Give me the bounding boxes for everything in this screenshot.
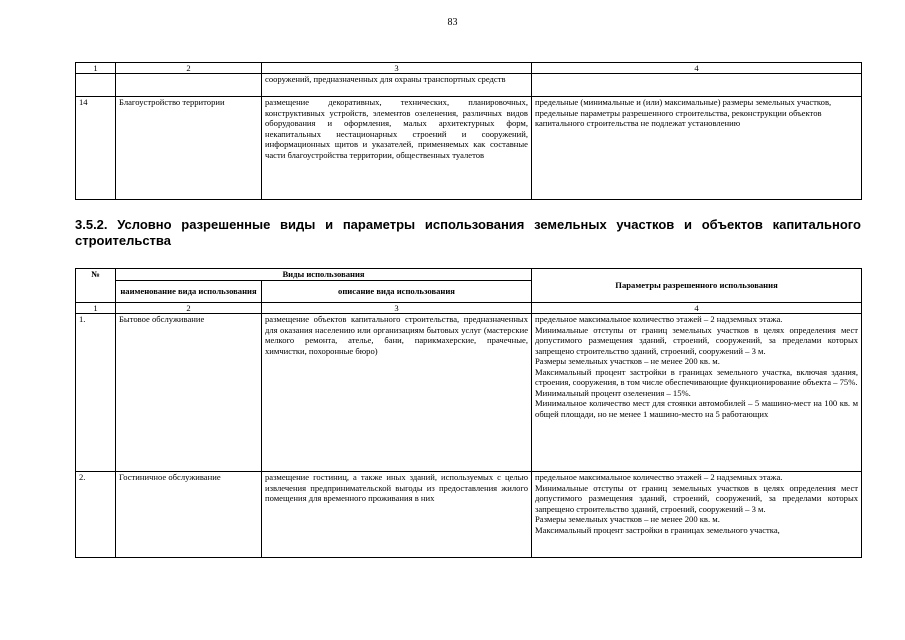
use-parameters: предельные (минимальные и (или) максимальные) размеры земельных участков, предельные параметры разрешенного строительства, реконструкции объектов капитального строительства не подлежат установлению bbox=[532, 97, 862, 200]
column-number-row bbox=[76, 303, 862, 314]
use-name: Благоустройство территории bbox=[116, 97, 262, 200]
table-cell bbox=[116, 74, 262, 97]
column-number: 1 bbox=[76, 63, 116, 74]
page-number: 83 bbox=[447, 17, 458, 28]
column-number: 2 bbox=[116, 63, 262, 74]
parameter-line: Минимальное количество мест для стоянки автомобилей – 5 машино-мест на 100 кв. м общей площади, но не менее 1 машино-место на 5 работающих bbox=[535, 398, 859, 419]
parameter-line: предельное максимальное количество этажей – 2 надземных этажа. bbox=[535, 472, 783, 482]
use-name: Бытовое обслуживание bbox=[116, 314, 262, 472]
number-column-header: № bbox=[76, 269, 116, 303]
parameter-line: Минимальные отступы от границ земельных участков в целях определения мест допустимого размещения зданий, строений, сооружений, за пределами которых запрещено строительство зданий, строений, сооружений – 3 м. bbox=[535, 324, 859, 356]
column-number: 2 bbox=[116, 303, 262, 314]
section-heading: 3.5.2. Условно разрешенные виды и параметры использования земельных участков и объектов капитального строительства bbox=[75, 217, 861, 248]
use-name: Гостиничное обслуживание bbox=[116, 472, 262, 558]
use-parameters bbox=[532, 314, 862, 472]
table-row bbox=[76, 97, 862, 200]
name-column-header: наименование вида использования bbox=[116, 281, 262, 303]
parameter-line: Размеры земельных участков – не менее 200 кв. м. bbox=[535, 356, 720, 366]
parameter-line: Минимальный процент озеленения – 15%. bbox=[535, 387, 691, 398]
parameter-line: Размеры земельных участков – не менее 200 кв. м. bbox=[535, 514, 720, 524]
column-number: 4 bbox=[532, 303, 862, 314]
table-row bbox=[76, 314, 862, 472]
use-parameters bbox=[532, 472, 862, 558]
parameter-line: Максимальный процент застройки в границах земельного участка, включая здания, строения, сооружения, в том числе обеспечивающие функционирование объекта – 75%. bbox=[535, 366, 859, 387]
column-number: 3 bbox=[262, 303, 532, 314]
table-cell bbox=[532, 74, 862, 97]
table-cell bbox=[76, 74, 116, 97]
use-description: размещение гостиниц, а также иных зданий, используемых с целью извлечения предпринимательской выгоды из предоставления жилого помещения для временного проживания в них bbox=[262, 472, 532, 558]
use-description: размещение декоративных, технических, планировочных, конструктивных устройств, элементов озеленения, различных видов оборудования и оформления, малых архитектурных форм, некапитальных нестационарных строений и сооружений, информационных щитов и указателей, применяемых как составные части благоустройства территории, общественных туалетов bbox=[262, 97, 532, 200]
uses-group-header: Виды использования bbox=[116, 269, 532, 281]
column-number: 4 bbox=[532, 63, 862, 74]
use-description: сооружений, предназначенных для охраны транспортных средств bbox=[262, 74, 532, 97]
parameter-line: предельное максимальное количество этажей – 2 надземных этажа. bbox=[535, 314, 783, 324]
use-description: размещение объектов капитального строительства, предназначенных для оказания населению или организациям бытовых услуг (мастерские мелкого ремонта, ателье, бани, парикмахерские, прачечные, химчистки, похоронные бюро) bbox=[262, 314, 532, 472]
table-row bbox=[76, 472, 862, 558]
parameter-line: Минимальные отступы от границ земельных участков в целях определения мест допустимого размещения зданий, строений, сооружений, за пределами которых запрещено строительство зданий, строений, сооружений – 3 м. bbox=[535, 482, 859, 514]
table-header-row bbox=[76, 269, 862, 281]
parameters-column-header: Параметры разрешенного использования bbox=[532, 269, 862, 303]
column-number-row bbox=[76, 63, 862, 74]
row-number: 1. bbox=[76, 314, 116, 472]
description-column-header: описание вида использования bbox=[262, 281, 532, 303]
row-number: 14 bbox=[76, 97, 116, 200]
column-number: 1 bbox=[76, 303, 116, 314]
continuation-row bbox=[76, 74, 862, 97]
continued-uses-table bbox=[75, 62, 862, 200]
conditional-uses-table bbox=[75, 268, 862, 558]
parameter-line: Максимальный процент застройки в границах земельного участка, bbox=[535, 524, 780, 535]
row-number: 2. bbox=[76, 472, 116, 558]
column-number: 3 bbox=[262, 63, 532, 74]
